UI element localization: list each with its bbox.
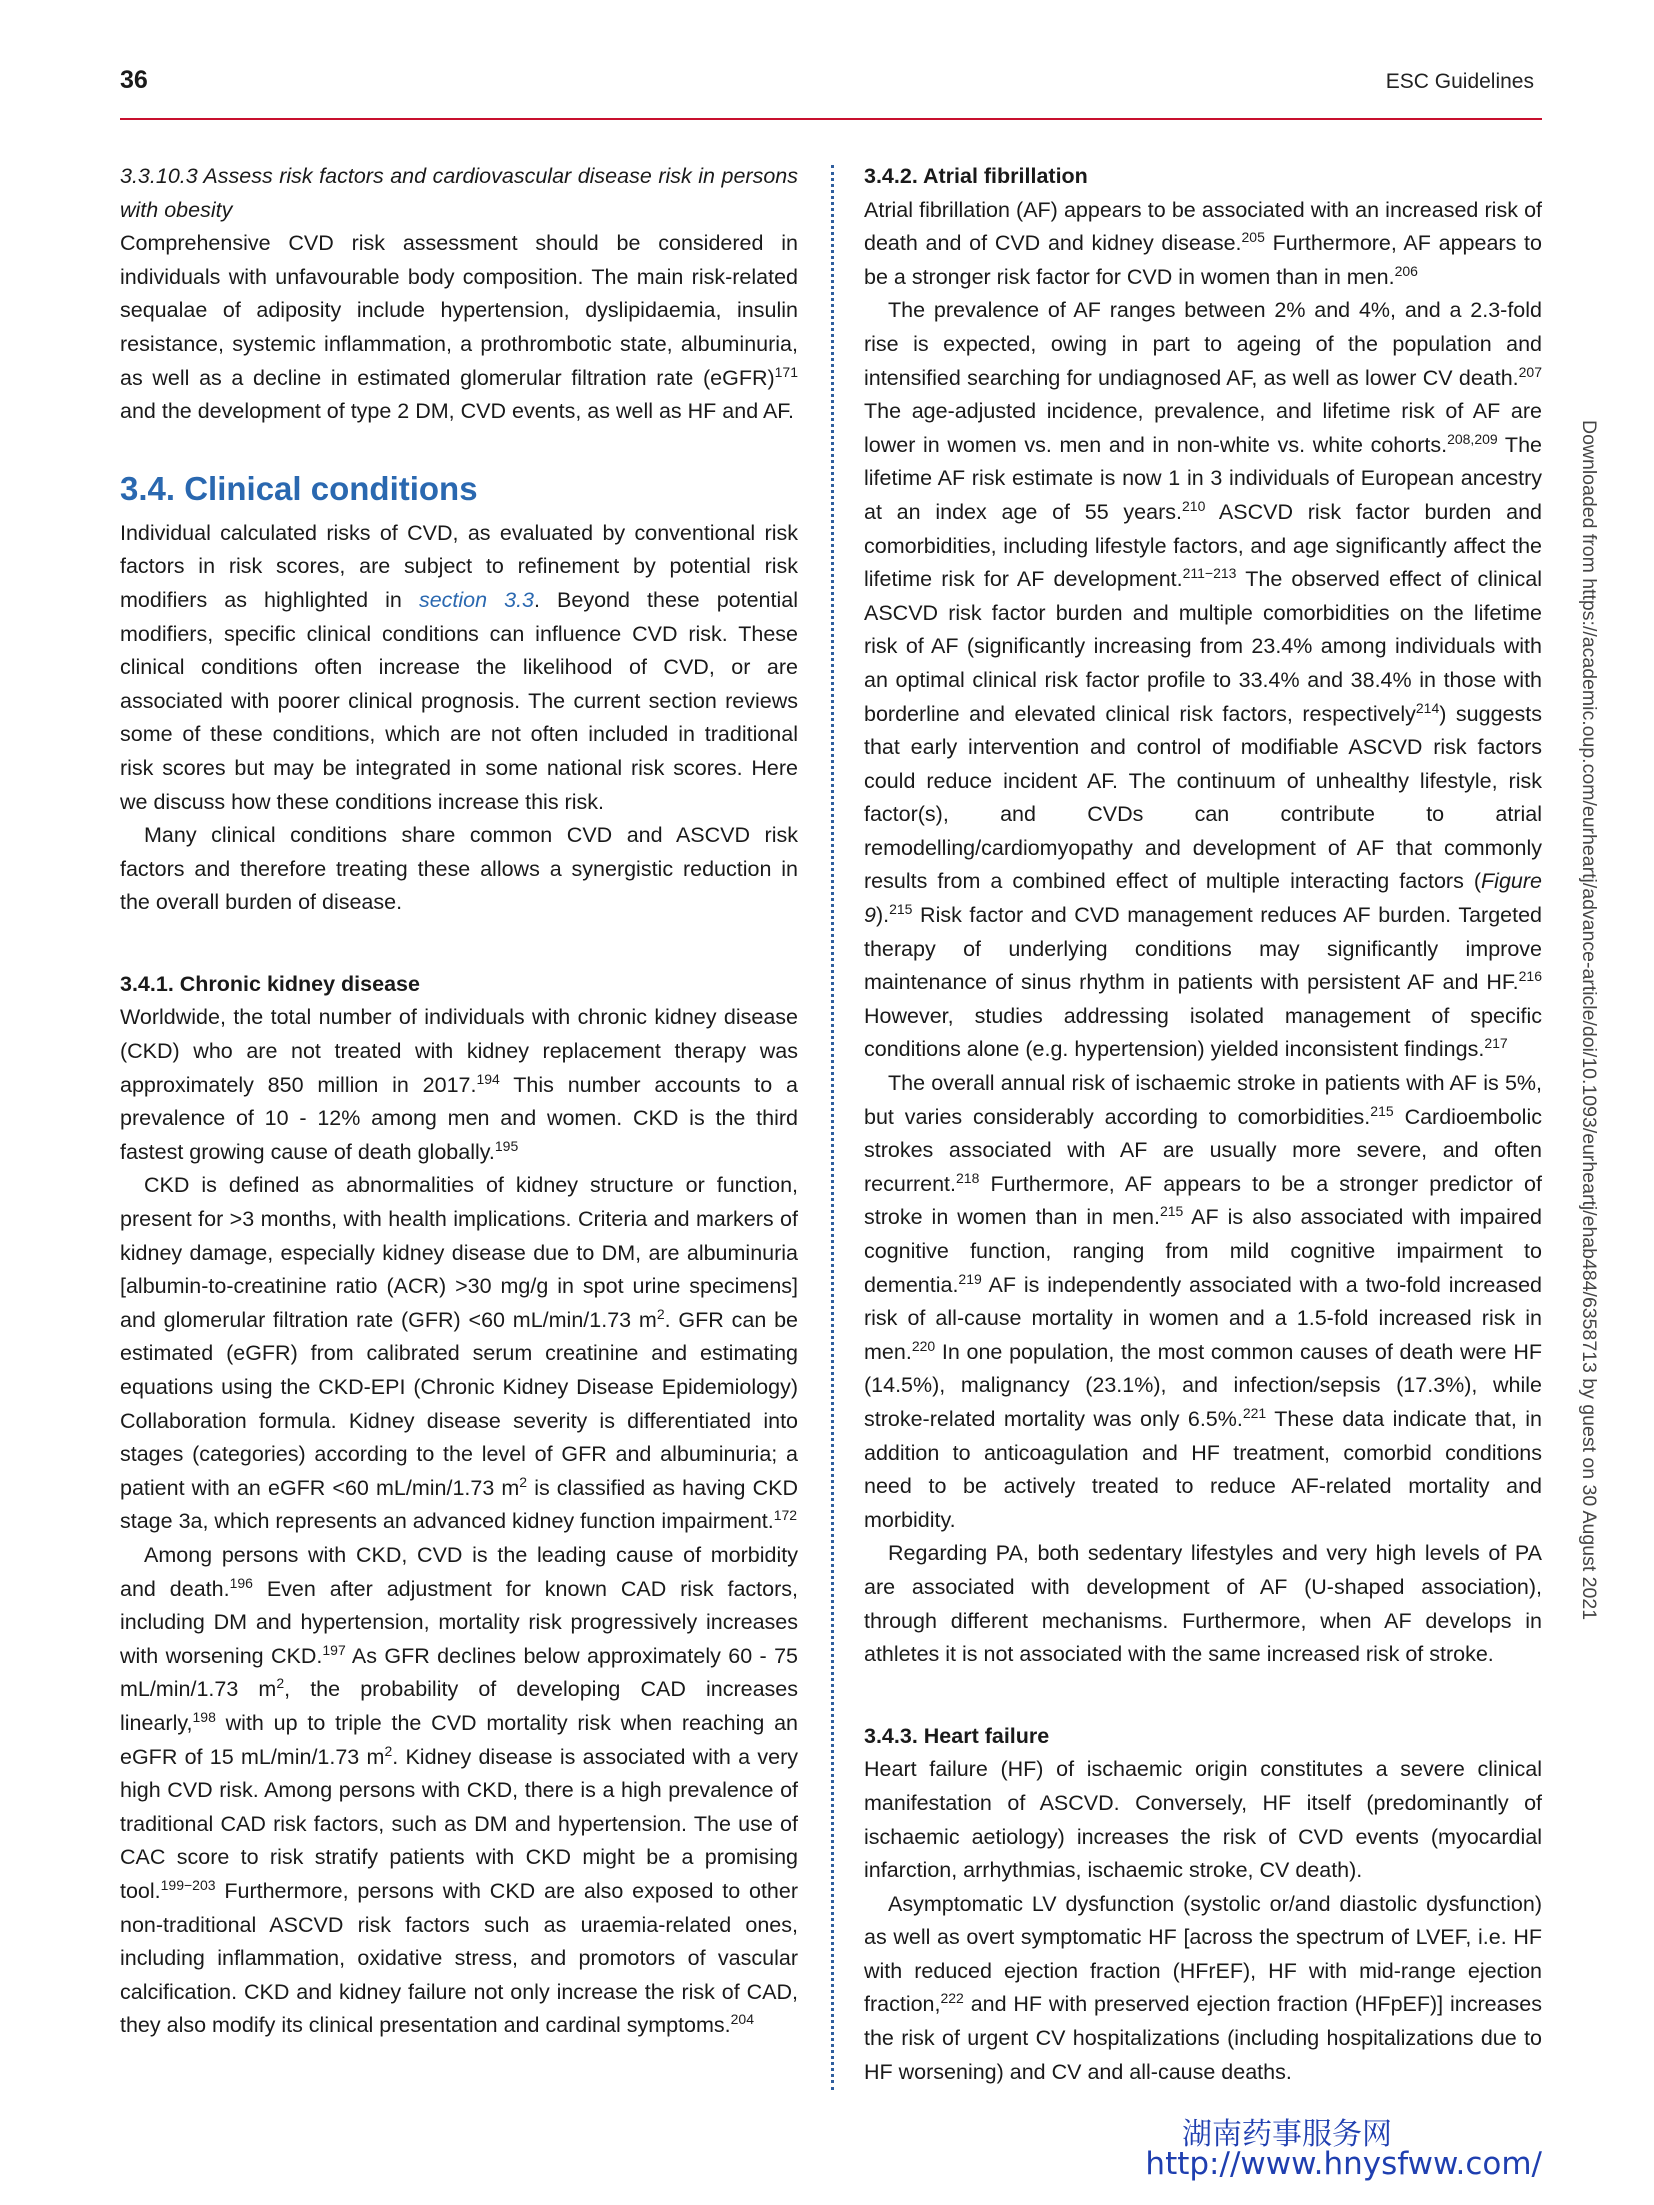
section-link[interactable]: section 3.3 — [418, 587, 535, 612]
right-column — [864, 160, 1542, 2089]
citation[interactable]: 215 — [1370, 1102, 1394, 1119]
column-divider — [831, 165, 834, 2090]
citation[interactable]: 206 — [1394, 262, 1418, 279]
paragraph: Atrial fibrillation (AF) appears to be associated with an increased risk of death and of CVD and kidney disease.$^{205}$ Furthermore, AF appears to be a stronger risk factor for CVD in women than in men.$^{206}$ — [864, 197, 1542, 289]
citation[interactable]: 198 — [192, 1708, 216, 1725]
paragraph: Heart failure (HF) of ischaemic origin constitutes a severe clinical manifestation of ASCVD. Conversely, HF itself (predominantly of ischaemic aetiology) increases the risk of CVD events (myocardial infarction, arrhythmias, ischaemic stroke, CV death). — [864, 1757, 1542, 1883]
citation[interactable]: 217 — [1484, 1035, 1508, 1052]
left-column — [120, 160, 798, 2043]
download-notice: Downloaded from https://academic.oup.com/eurheartj/advance-article/doi/10.1093/eurheartj/ehab484/6358713 by guest on 30 August 2021 — [1578, 420, 1600, 1621]
citation[interactable]: 205 — [1241, 229, 1265, 246]
subsection-title-obesity: 3.3.10.3 Assess risk factors and cardiovascular disease risk in persons with obesity — [120, 164, 798, 222]
citation[interactable]: 214 — [1415, 699, 1440, 716]
paragraph: Regarding PA, both sedentary lifestyles and very high levels of PA are associated with development of AF (U-shaped association), through different mechanisms. Furthermore, when AF develops in athletes it is not associated with the same increased risk of stroke. — [864, 1541, 1542, 1667]
paragraph: Individual calculated risks of CVD, as evaluated by conventional risk factors in risk scores, are subject to refinement by potential risk modifiers as highlighted in section 3.3. Beyond these potential modifiers, specific clinical conditions can influence CVD risk. These clinical conditions often increase the likelihood of CVD, or are associated with poorer clinical prognosis. The current section reviews some of these conditions, which are not often included in traditional risk scores but may be integrated in some national risk scores. Here we discuss how these conditions increase this risk. — [120, 520, 798, 814]
citation[interactable]: 195 — [494, 1137, 519, 1154]
subsection-title-ckd: 3.4.1. Chronic kidney disease — [120, 971, 420, 996]
citation[interactable]: 215 — [1159, 1203, 1184, 1220]
running-title: ESC Guidelines — [1385, 70, 1534, 93]
citation[interactable]: 199−203 — [160, 1876, 216, 1893]
page-number: 36 — [120, 66, 148, 94]
citation[interactable]: 220 — [911, 1337, 936, 1354]
header-rule — [120, 118, 1542, 120]
watermark-url[interactable]: http://www.hnysfww.com/ — [1145, 2146, 1542, 2182]
citation[interactable]: 222 — [940, 1990, 964, 2007]
citation[interactable]: 216 — [1518, 968, 1542, 985]
watermark-title: 湖南药事服务网 — [1182, 2117, 1392, 2152]
paragraph: The prevalence of AF ranges between 2% and 4%, and a 2.3-fold rise is expected, owing in part to ageing of the population and intensified searching for undiagnosed AF, as well as lower CV death.$^{207}$ The age-adjusted incidence, prevalence, and lifetime risk of AF are lower in women vs. men and in non-white vs. white cohorts.$^{208,209}$ The lifetime AF risk estimate is now 1 in 3 individuals of European ancestry at an index age of 55 years.$^{210}$ ASCVD risk factor burden and comorbidities, including lifestyle factors, and age significantly affect the lifetime risk for AF development.$^{211-213}$ The observed effect of clinical ASCVD risk factor burden and multiple comorbidities on the lifetime risk of AF (significantly increasing from 23.4% among individuals with an optimal clinical risk factor profile to 33.4% and 38.4% in those with borderline and elevated clinical risk factors, respectively$^{214}$) suggests that early intervention and control of modifiable ASCVD risk factors could reduce incident AF. The continuum of unhealthy lifestyle, risk factor(s), and CVDs can contribute to atrial remodelling/cardiomyopathy and development of AF that commonly results from a combined effect of multiple interacting factors (Figure 9).$^{215}$ Risk factor and CVD management reduces AF burden. Targeted therapy of underlying conditions may significantly improve maintenance of sinus rhythm in patients with persistent AF and HF.$^{216}$ However, studies addressing isolated management of specific conditions alone (e.g. hypertension) yielded inconsistent findings.$^{217}$ — [864, 298, 1543, 1062]
paragraph: Asymptomatic LV dysfunction (systolic or/and diastolic dysfunction) as well as overt symptomatic HF [across the spectrum of LVEF, i.e. HF with reduced ejection fraction (HFrEF), HF with mid-range ejection fraction,$^{222}$ and HF with preserved ejection fraction (HFpEF)] increases the risk of urgent CV hospitalizations (including hospitalizations due to HF worsening) and CV and all-cause deaths. — [864, 1891, 1542, 2084]
citation[interactable]: 208,209 — [1447, 430, 1498, 447]
citation[interactable]: 221 — [1242, 1404, 1267, 1421]
citation[interactable]: 197 — [322, 1641, 346, 1658]
paragraph: Worldwide, the total number of individuals with chronic kidney disease (CKD) who are not treated with kidney replacement therapy was approximately 850 million in 2017.$^{194}$ This number accounts to a prevalence of 10 - 12% among men and women. CKD is the third fastest growing cause of death globally.$^{195}$ — [120, 1005, 798, 1164]
paragraph: Many clinical conditions share common CVD and ASCVD risk factors and therefore treating these allows a synergistic reduction in the overall burden of disease. — [120, 823, 798, 915]
paragraph: The overall annual risk of ischaemic stroke in patients with AF is 5%, but varies considerably according to comorbidities.$^{215}$ Cardioembolic strokes associated with AF are usually more severe, and often recurrent.$^{218}$ Furthermore, AF appears to be a stronger predictor of stroke in women than in men.$^{215}$ AF is also associated with impaired cognitive function, ranging from mild cognitive impairment to dementia.$^{219}$ AF is independently associated with a two-fold increased risk of all-cause mortality in women and a 1.5-fold increased risk in men.$^{220}$ In one population, the most common causes of death were HF (14.5%), malignancy (23.1%), and infection/sepsis (17.3%), while stroke-related mortality was only 6.5%.$^{221}$ These data indicate that, in addition to anticoagulation and HF treatment, comorbid conditions need to be actively treated to reduce AF-related mortality and morbidity. — [864, 1071, 1542, 1532]
figure-link[interactable]: Figure 9 — [864, 869, 1542, 928]
citation[interactable]: 219 — [958, 1270, 982, 1287]
citation[interactable]: 204 — [730, 2011, 754, 2028]
citation[interactable]: 211−213 — [1182, 564, 1237, 581]
citation[interactable]: 210 — [1182, 497, 1206, 514]
citation[interactable]: 207 — [1518, 363, 1542, 380]
paragraph: Comprehensive CVD risk assessment should be considered in individuals with unfavourable body composition. The main risk-related sequalae of adiposity include hypertension, dyslipidaemia, insulin resistance, systemic inflammation, a prothrombotic state, albuminuria, as well as a decline in estimated glomerular filtration rate (eGFR)$^{171}$ and the development of type 2 DM, CVD events, as well as HF and AF. — [120, 231, 798, 424]
citation[interactable]: 215 — [889, 900, 913, 917]
paragraph: CKD is defined as abnormalities of kidney structure or function, present for >3 months, with health implications. Criteria and markers of kidney damage, especially kidney disease due to DM, are albuminuria [albumin-to-creatinine ratio (ACR) >30 mg/g in spot urine specimens] and glomerular filtration rate (GFR) <60 mL/min/1.73 $m^2$. GFR can be estimated (eGFR) from calibrated serum creatinine and estimating equations using the CKD-EPI (Chronic Kidney Disease Epidemiology) Collaboration formula. Kidney disease severity is differentiated into stages (categories) according to the level of GFR and albuminuria; a patient with an eGFR <60 mL/min/1.73 $m^2$ is classified as having CKD stage 3a, which represents an advanced kidney function impairment.$^{172}$ — [120, 1173, 799, 1534]
citation[interactable]: 218 — [956, 1169, 980, 1186]
citation[interactable]: 194 — [476, 1070, 500, 1087]
citation[interactable]: 172 — [773, 1507, 798, 1524]
subsection-title-af: 3.4.2. Atrial fibrillation — [864, 164, 1088, 188]
citation[interactable]: 196 — [229, 1574, 253, 1591]
subsection-title-hf: 3.4.3. Heart failure — [864, 1723, 1050, 1748]
paragraph: Among persons with CKD, CVD is the leading cause of morbidity and death.$^{196}$ Even after adjustment for known CAD risk factors, including DM and hypertension, mortality risk progressively increases with worsening CKD.$^{197}$ As GFR declines below approximately 60 - 75 mL/min/1.73 $m^2$, the probability of developing CAD increases linearly,$^{198}$ with up to triple the CVD mortality risk when reaching an eGFR of 15 mL/min/1.73 $m^2$. Kidney disease is associated with a very high CVD risk. Among persons with CKD, there is a high prevalence of traditional CAD risk factors, such as DM and hypertension. The use of CAC score to risk stratify patients with CKD might be a promising tool.$^{199-203}$ Furthermore, persons with CKD are also exposed to other non-traditional ASCVD risk factors such as uraemia-related ones, including inflammation, oxidative stress, and promotors of vascular calcification. CKD and kidney failure not only increase the risk of CAD, they also modify its clinical presentation and cardinal symptoms.$^{204}$ — [120, 1542, 799, 2038]
citation[interactable]: 171 — [774, 363, 798, 380]
section-title-clinical-conditions: 3.4. Clinical conditions — [120, 469, 478, 507]
